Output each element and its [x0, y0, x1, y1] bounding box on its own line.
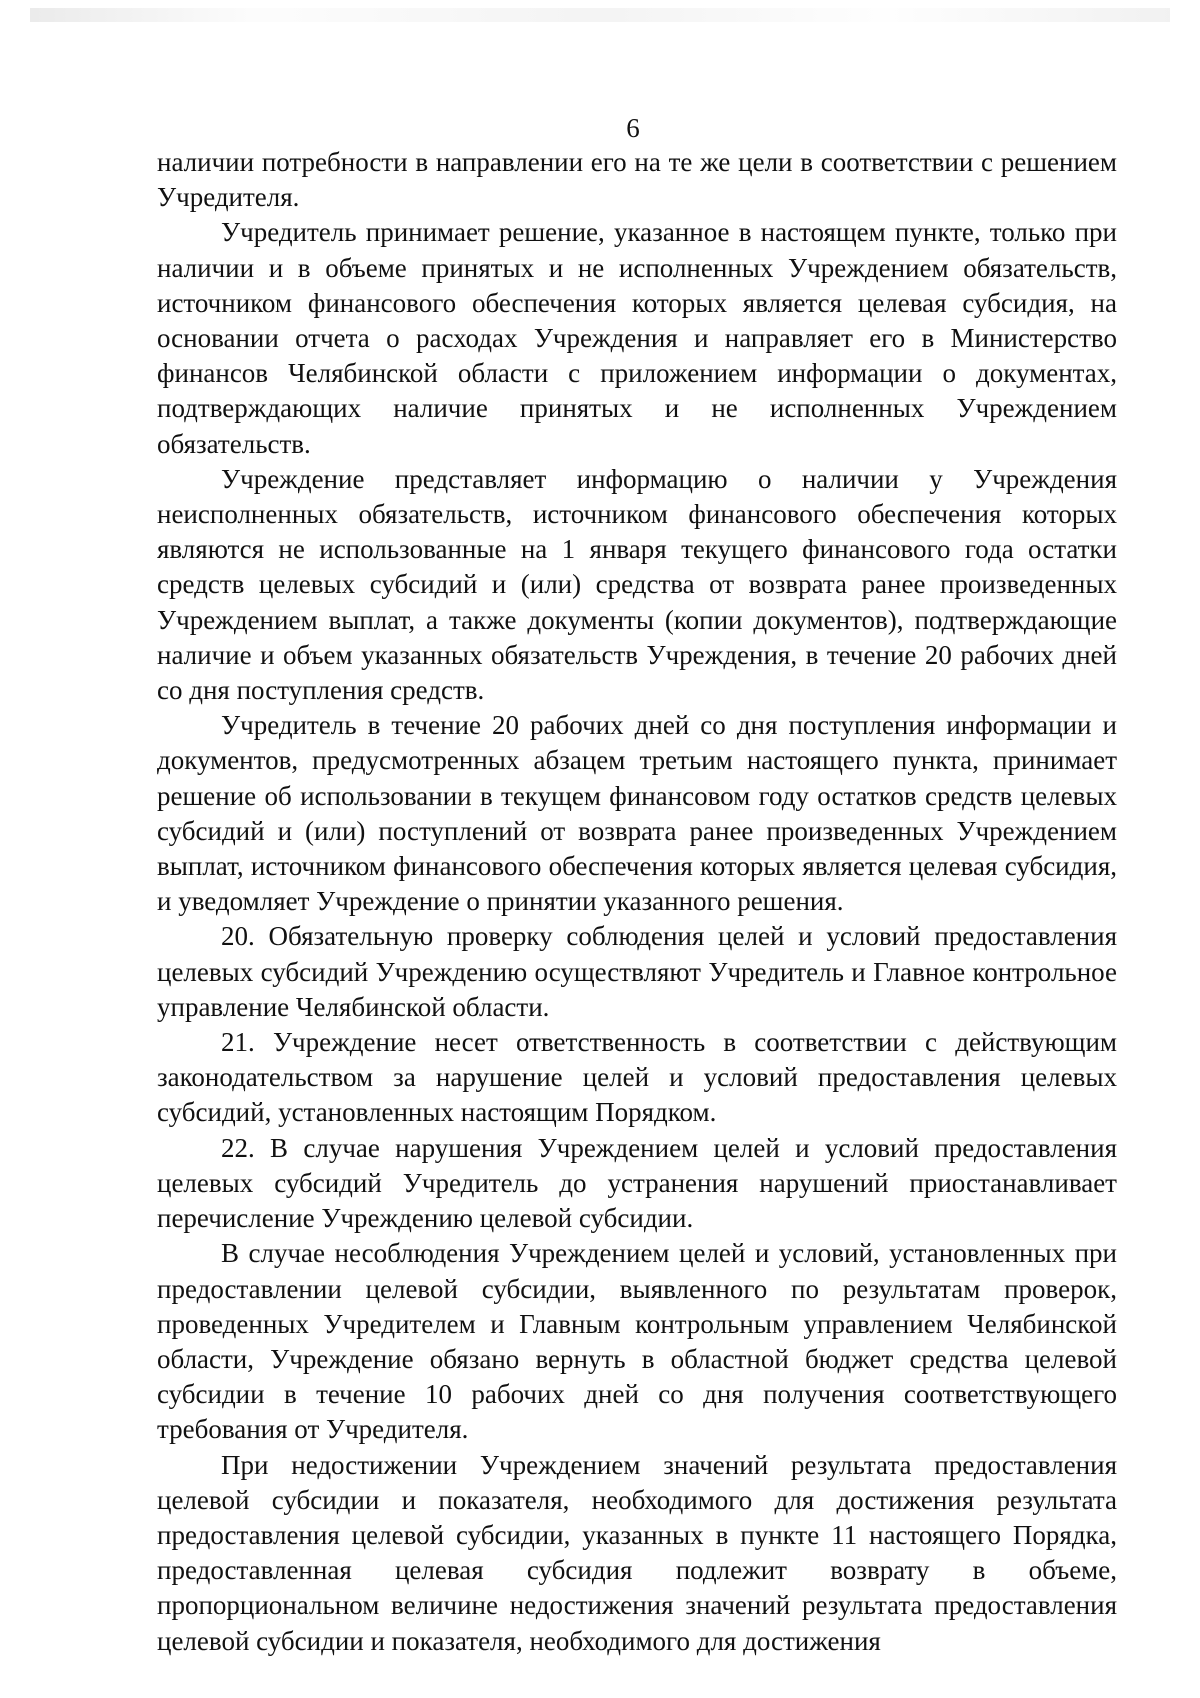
- scan-artifact: [30, 8, 1170, 22]
- paragraph-item-21: 21. Учреждение несет ответственность в соответствии с действующим законодательством за нарушение целей и условий предоставления целевых субсидий, установленных настоящим Порядком.: [157, 1027, 1117, 1128]
- paragraph-founder-decision: Учредитель принимает решение, указанное в настоящем пункте, только при наличии и в объеме принятых и не исполненных Учреждением обязательств, источником финансового обеспечения которых является целевая субсидия, на основании отчета о расходах Учреждения и направляет его в Министерство финансов Челябинской области с приложением информации о документах, подтверждающих наличие принятых и не исполненных Учреждением обязательств.: [157, 217, 1117, 459]
- document-body: [157, 145, 1117, 1659]
- page-number: 6: [626, 113, 640, 143]
- paragraph-noncompliance: В случае несоблюдения Учреждением целей и условий, установленных при предоставлении целевой субсидии, выявленного по результатам проверок, проведенных Учредителем и Главным контрольным управлением Челябинской области, Учреждение обязано вернуть в областной бюджет средства целевой субсидии в течение 10 рабочих дней со дня получения соответствующего требования от Учредителя.: [157, 1238, 1117, 1445]
- paragraph-continuation: наличии потребности в направлении его на те же цели в соответствии с решением Учредителя.: [157, 147, 1117, 213]
- paragraph-founder-review: Учредитель в течение 20 рабочих дней со дня поступления информации и документов, предусмотренных абзацем третьим настоящего пункта, принимает решение об использовании в текущем финансовом году остатков средств целевых субсидий и (или) поступлений от возврата ранее произведенных Учреждением выплат, источником финансового обеспечения которых является целевая субсидия, и уведомляет Учреждение о принятии указанного решения.: [157, 710, 1117, 917]
- paragraph-nonachievement: При недостижении Учреждением значений результата предоставления целевой субсидии и показателя, необходимого для достижения результата предоставления целевой субсидии, указанных в пункте 11 настоящего Порядка, предоставленная целевая субсидия подлежит возврату в объеме, пропорциональном величине недостижения значений результата предоставления целевой субсидии и показателя, необходимого для достижения: [157, 1449, 1117, 1656]
- paragraph-item-22: 22. В случае нарушения Учреждением целей и условий предоставления целевых субсидий Учредитель до устранения нарушений приостанавливает перечисление Учреждению целевой субсидии.: [157, 1132, 1117, 1234]
- paragraph-item-20: 20. Обязательную проверку соблюдения целей и условий предоставления целевых субсидий Учреждению осуществляют Учредитель и Главное контрольное управление Челябинской области.: [157, 921, 1117, 1022]
- paragraph-institution-info: Учреждение представляет информацию о наличии у Учреждения неисполненных обязательств, источником финансового обеспечения которых являются не использованные на 1 января текущего финансового года остатки средств целевых субсидий и (или) средства от возврата ранее произведенных Учреждением выплат, а также документы (копии документов), подтверждающие наличие и объем указанных обязательств Учреждения, в течение 20 рабочих дней со дня поступления средств.: [157, 463, 1117, 706]
